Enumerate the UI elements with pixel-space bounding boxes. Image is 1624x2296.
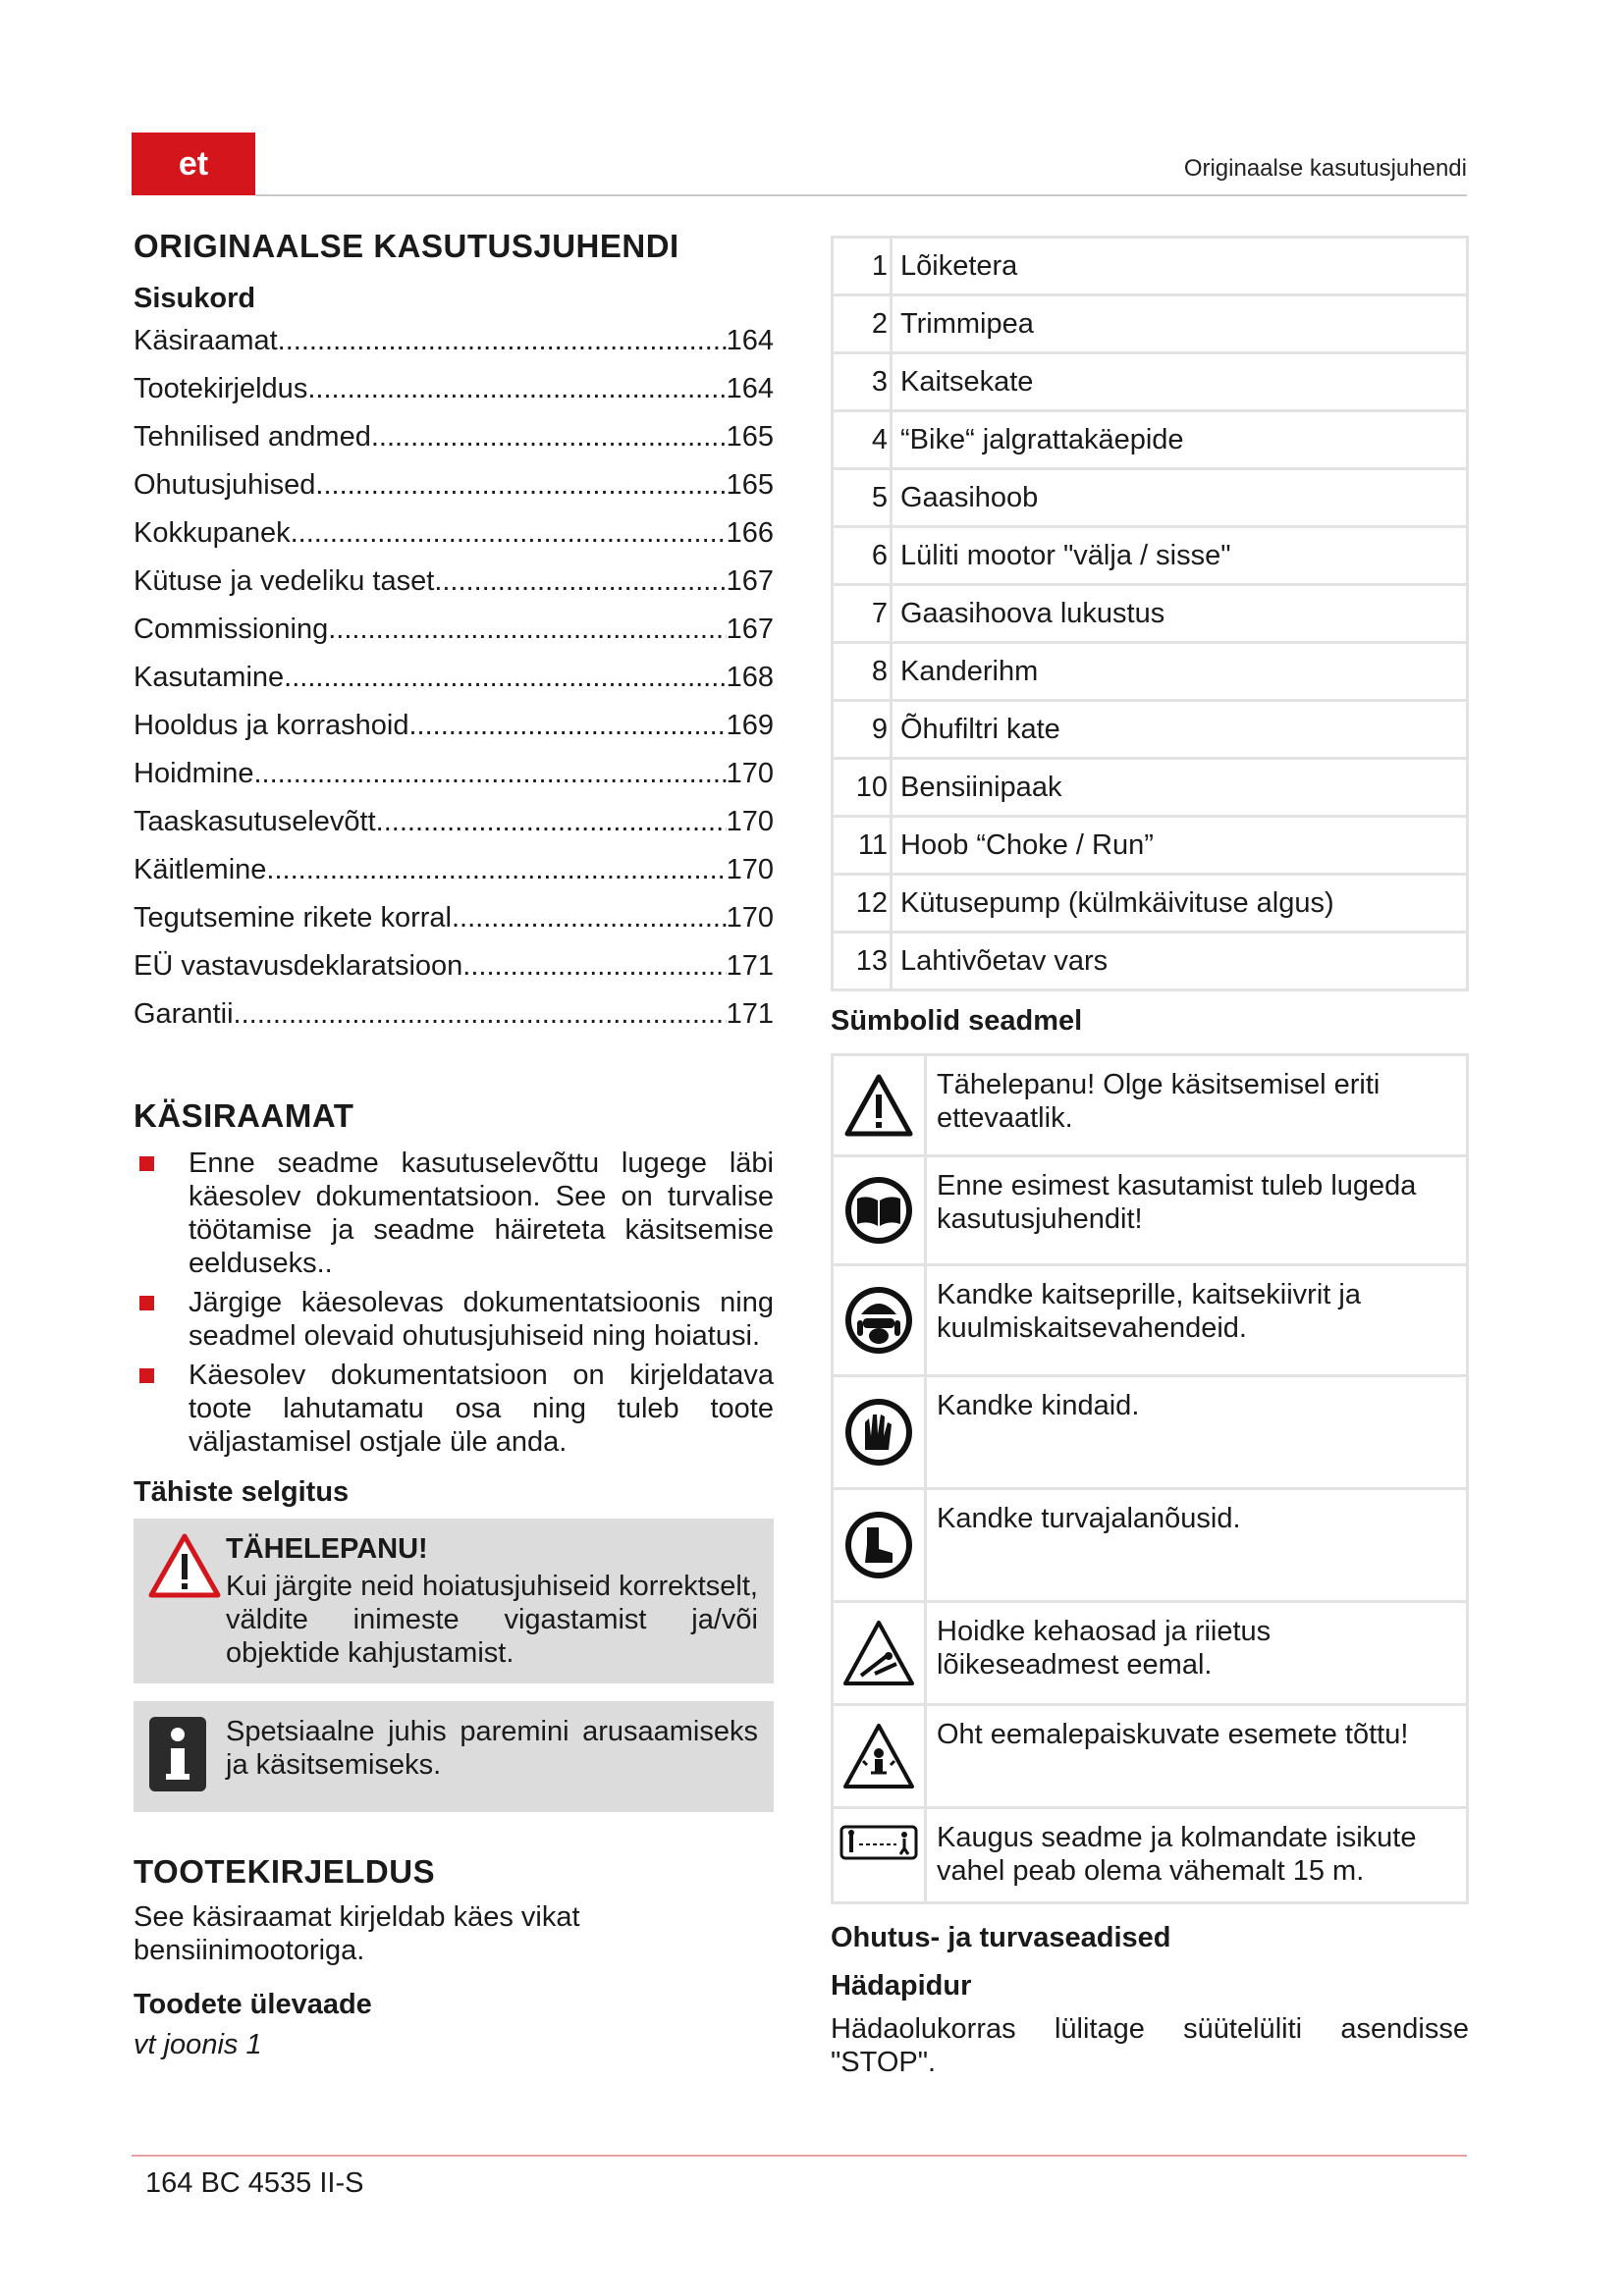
language-tab: et xyxy=(132,133,255,195)
table-row: Tähelepanu! Olge käsitsemisel eriti ettevaatlik. xyxy=(834,1056,1466,1157)
ohutus-heading: Ohutus- ja turvaseadised xyxy=(831,1922,1171,1953)
table-row: Kandke kindaid. xyxy=(834,1377,1466,1490)
right-column xyxy=(831,236,1469,2079)
gloves-icon xyxy=(834,1377,927,1487)
table-row: 10 Bensiinipaak xyxy=(834,760,1466,818)
toc-entry[interactable]: Taaskasutuselevõtt ..... 170 xyxy=(134,806,774,854)
kasiraamat-list xyxy=(134,1147,774,1459)
symbols-table xyxy=(831,1053,1469,1904)
table-row: 13 Lahtivõetav vars xyxy=(834,934,1466,988)
toc-entry[interactable]: Ohutusjuhised ..... 165 xyxy=(134,469,774,517)
list-item: Käesolev dokumentatsioon on kirjeldatava toote lahutamatu osa ning tuleb toote väljastamisel ostjale üle anda. xyxy=(134,1359,774,1459)
distance-15m-icon xyxy=(834,1809,927,1901)
toodete-text: vt joonis 1 xyxy=(134,2029,262,2060)
header-title: Originaalse kasutusjuhendi xyxy=(1183,155,1467,182)
toc-entry[interactable]: Kütuse ja vedeliku taset ..... 167 xyxy=(134,565,774,614)
header-rule xyxy=(255,194,1467,196)
warning-heading: TÄHELEPANU! xyxy=(226,1533,428,1565)
left-column xyxy=(134,228,774,2061)
read-manual-icon xyxy=(834,1157,927,1263)
table-row: 6 Lüliti mootor "välja / sisse" xyxy=(834,528,1466,586)
flying-objects-icon xyxy=(834,1706,927,1806)
toc-entry[interactable]: EÜ vastavusdeklaratsioon ..... 171 xyxy=(134,950,774,998)
toc-title: Sisukord xyxy=(134,283,256,314)
toodete-heading: Toodete ülevaade xyxy=(134,1989,372,2020)
table-row: 2 Trimmipea xyxy=(834,296,1466,354)
tahiste-heading: Tähiste selgitus xyxy=(134,1476,350,1508)
protective-gear-icon xyxy=(834,1266,927,1374)
hadapidur-text: Hädaolukorras lülitage süütelüliti asendisse "STOP". xyxy=(831,2013,1469,2078)
table-row: Hoidke kehaosad ja riietus lõikeseadmest eemal. xyxy=(834,1603,1466,1706)
main-title: ORIGINAALSE KASUTUSJUHENDI xyxy=(134,228,679,264)
toc-entry[interactable]: Hooldus ja korrashoid ..... 169 xyxy=(134,710,774,758)
table-row: 9 Õhufiltri kate xyxy=(834,702,1466,760)
table-of-contents xyxy=(134,325,774,1046)
table-row: Enne esimest kasutamist tuleb lugeda kasutusjuhendit! xyxy=(834,1157,1466,1266)
toc-entry[interactable]: Kokkupanek ..... 166 xyxy=(134,517,774,565)
table-row: 5 Gaasihoob xyxy=(834,470,1466,528)
toc-entry[interactable]: Tootekirjeldus ..... 164 xyxy=(134,373,774,421)
table-row: 12 Kütusepump (külmkäivituse algus) xyxy=(834,876,1466,934)
blade-hazard-icon xyxy=(834,1603,927,1703)
table-row: 7 Gaasihoova lukustus xyxy=(834,586,1466,644)
footer-page-info: 164 BC 4535 II-S xyxy=(145,2167,364,2199)
info-icon xyxy=(147,1715,226,1798)
toc-entry[interactable]: Kasutamine ..... 168 xyxy=(134,662,774,710)
toc-entry[interactable]: Commissioning ..... 167 xyxy=(134,614,774,662)
toc-entry[interactable]: Tehnilised andmed ..... 165 xyxy=(134,421,774,469)
toc-entry[interactable]: Käitlemine ..... 170 xyxy=(134,854,774,902)
kasiraamat-heading: KÄSIRAAMAT xyxy=(134,1097,354,1134)
warning-triangle-icon xyxy=(147,1532,226,1670)
info-box xyxy=(134,1701,774,1812)
footer-rule xyxy=(132,2155,1467,2157)
table-row: 4 “Bike“ jalgrattakäepide xyxy=(834,412,1466,470)
table-row: 8 Kanderihm xyxy=(834,644,1466,702)
toc-entry[interactable]: Hoidmine ..... 170 xyxy=(134,758,774,806)
list-item: Järgige käesolevas dokumentatsioonis ning seadmel olevaid ohutusjuhiseid ning hoiatusi. xyxy=(134,1286,774,1353)
parts-table xyxy=(831,236,1469,991)
table-row: 3 Kaitsekate xyxy=(834,354,1466,412)
table-row: Kaugus seadme ja kolmandate isikute vahel peab olema vähemalt 15 m. xyxy=(834,1809,1466,1901)
tootekirjeldus-heading: TOOTEKIRJELDUS xyxy=(134,1853,436,1890)
tootekirjeldus-text: See käsiraamat kirjeldab käes vikat bensiinimootoriga. xyxy=(134,1901,580,1966)
toc-entry[interactable]: Garantii ..... 171 xyxy=(134,998,774,1046)
safety-boots-icon xyxy=(834,1490,927,1600)
warning-triangle-icon xyxy=(834,1056,927,1154)
info-text: Spetsiaalne juhis paremini arusaamiseks ja käsitsemiseks. xyxy=(226,1716,758,1781)
list-item: Enne seadme kasutuselevõttu lugege läbi käesolev dokumentatsioon. See on turvalise töötamise ja seadme häireteta käsitsemise eelduseks.. xyxy=(134,1147,774,1280)
table-row: 1 Lõiketera xyxy=(834,239,1466,296)
toc-entry[interactable]: Tegutsemine rikete korral ..... 170 xyxy=(134,902,774,950)
symbols-heading: Sümbolid seadmel xyxy=(831,1005,1083,1037)
warning-text: Kui järgite neid hoiatusjuhiseid korrektselt, väldite inimeste vigastamist ja/või objektide kahjustamist. xyxy=(226,1571,758,1669)
table-row: 11 Hoob “Choke / Run” xyxy=(834,818,1466,876)
table-row: Oht eemalepaiskuvate esemete tõttu! xyxy=(834,1706,1466,1809)
table-row: Kandke kaitseprille, kaitsekiivrit ja kuulmiskaitsevahendeid. xyxy=(834,1266,1466,1377)
table-row: Kandke turvajalanõusid. xyxy=(834,1490,1466,1603)
toc-entry[interactable]: Käsiraamat ..... 164 xyxy=(134,325,774,373)
hadapidur-heading: Hädapidur xyxy=(831,1970,972,2002)
warning-box xyxy=(134,1519,774,1683)
